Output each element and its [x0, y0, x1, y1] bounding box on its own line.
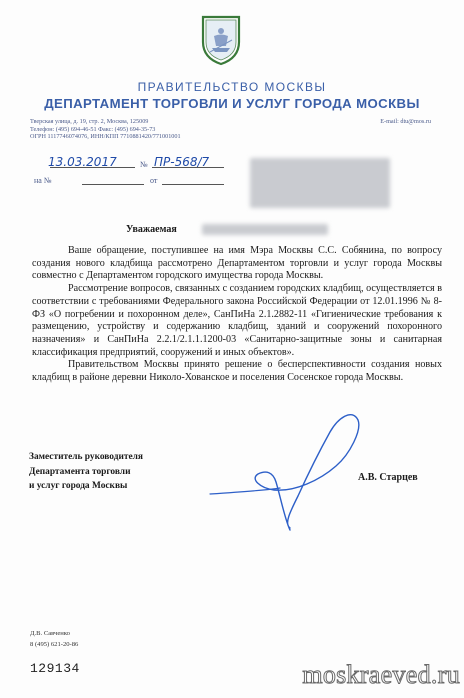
reg-label-no: № — [140, 160, 148, 169]
reg-number-line — [152, 167, 224, 168]
letterhead-address — [30, 118, 430, 141]
moscow-coat-of-arms-icon — [200, 14, 242, 66]
email-line: E-mail: dtu@mos.ru — [380, 118, 431, 125]
signatory-title-line: Департамента торговли — [29, 466, 131, 477]
phone-line: Телефон: (495) 694-46-51 Факс: (495) 694-35-73 — [30, 125, 156, 133]
address-line: Тверская улица, д. 19, стр. 2, Москва, 125009 — [30, 118, 149, 125]
org-line-1: ПРАВИТЕЛЬСТВО МОСКВЫ — [137, 80, 327, 94]
paragraph: Правительством Москвы принято решение о бесперспективности создания новых кладбищ в районе деревни Николо-Хованское и поселения Сосенское города Москвы. — [32, 359, 442, 384]
ids-line: ОГРН 1117746074076, ИНН/КПП 7710881420/771001001 — [30, 133, 181, 141]
reg-ref-date-line — [162, 184, 224, 185]
signatory-name: А.В. Старцев — [358, 472, 418, 483]
org-line-2: ДЕПАРТАМЕНТ ТОРГОВЛИ И УСЛУГ ГОРОДА МОСКВЫ — [44, 96, 420, 111]
letter-body — [32, 245, 442, 385]
paragraph: Рассмотрение вопросов, связанных с созданием городских кладбищ, осуществляется в соответствии с требованиями Федерального закона Российской Федерации от 12.01.1996 № 8-ФЗ «О погребении и похоронном деле», СанПиНа 2.1.2882-11 «Гигиенические требования к размещению, устройству и содержанию кладбищ, зданий и сооружений похоронного назначения» и СанПиНа 2.2.1/2.1.1.1200-03 «Санитарно-защитные зоны и санитарная классификация предприятий, сооружений и иных объектов». — [32, 283, 442, 358]
document-number: 129134 — [30, 661, 80, 676]
registration-block — [30, 150, 280, 190]
reg-number: ПР-568/7 — [154, 155, 210, 169]
site-watermark: moskraeved.ru — [302, 660, 460, 689]
salutation: Уважаемая — [126, 224, 177, 235]
handwritten-signature — [180, 400, 380, 550]
reg-date-line — [50, 167, 135, 168]
redacted-name — [202, 224, 328, 235]
reg-label-ot: от — [150, 176, 158, 185]
paragraph: Ваше обращение, поступившее на имя Мэра Москвы С.С. Собянина, по вопросу создания нового кладбища рассмотрено Департаментом торговли и услуг города Москвы совместно с Департаментом городского имущества города Москвы. — [32, 245, 442, 282]
redacted-recipient — [250, 158, 390, 208]
signatory-title-line: и услуг города Москвы — [29, 481, 128, 491]
executor-phone: 8 (495) 621-20-86 — [30, 640, 79, 648]
executor-name: Д.В. Савченко — [30, 630, 70, 637]
signatory-title — [29, 450, 143, 494]
executor-info — [30, 629, 78, 650]
reg-date: 13.03.2017 — [48, 155, 117, 169]
reg-label-na: на № — [34, 176, 52, 185]
signatory-title-line: Заместитель руководителя — [29, 452, 143, 462]
reg-ref-number-line — [82, 184, 144, 185]
